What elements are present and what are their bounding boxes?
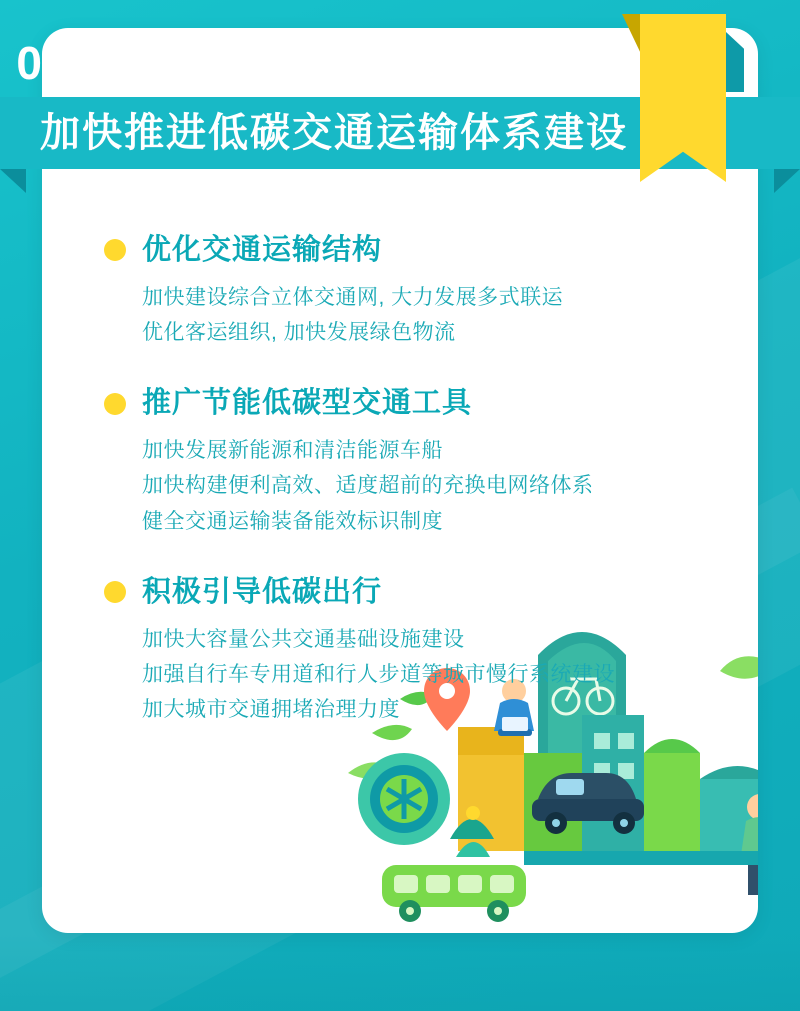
bullet-dot-icon [104,393,126,415]
tram-icon [382,865,526,922]
section-1-lines [142,280,758,351]
section-1-line-1: 加快建设综合立体交通网, 大力发展多式联运 [142,285,564,309]
section-3-lines [142,622,758,728]
section-2-title: 推广节能低碳型交通工具 [142,387,473,420]
section-2-line-3: 健全交通运输装备能效标识制度 [142,509,443,533]
page-title: 加快推进低碳交通运输体系建设 [40,111,628,155]
section-3-header [104,575,758,610]
wheel-ring-icon [358,753,450,845]
section-3-line-3: 加大城市交通拥堵治理力度 [142,698,400,722]
section-1-title: 优化交通运输结构 [142,234,383,266]
section-2-line-2: 加快构建便利高效、适度超前的充换电网络体系 [142,474,594,498]
section-1 [104,233,758,350]
section-2 [104,386,758,539]
pedestal [524,851,758,865]
section-2-header [104,386,758,421]
bottom-gradient-strip [0,933,800,1011]
number-badge: 06 [16,37,70,89]
section-1-header [104,233,758,268]
sections-container [104,233,758,764]
bullet-dot-icon [104,239,126,261]
section-3 [104,575,758,728]
section-2-line-1: 加快发展新能源和清洁能源车船 [142,439,443,463]
section-3-title: 积极引导低碳出行 [142,575,383,608]
section-1-line-2: 优化客运组织, 加快发展绿色物流 [142,321,456,345]
section-2-lines [142,433,758,539]
section-3-line-1: 加快大容量公共交通基础设施建设 [142,627,465,651]
ribbon-tail-left [0,169,26,193]
section-3-line-2: 加强自行车专用道和行人步道等城市慢行系统建设 [142,662,615,686]
ribbon-tail-right [774,169,800,193]
bullet-dot-icon [104,581,126,603]
